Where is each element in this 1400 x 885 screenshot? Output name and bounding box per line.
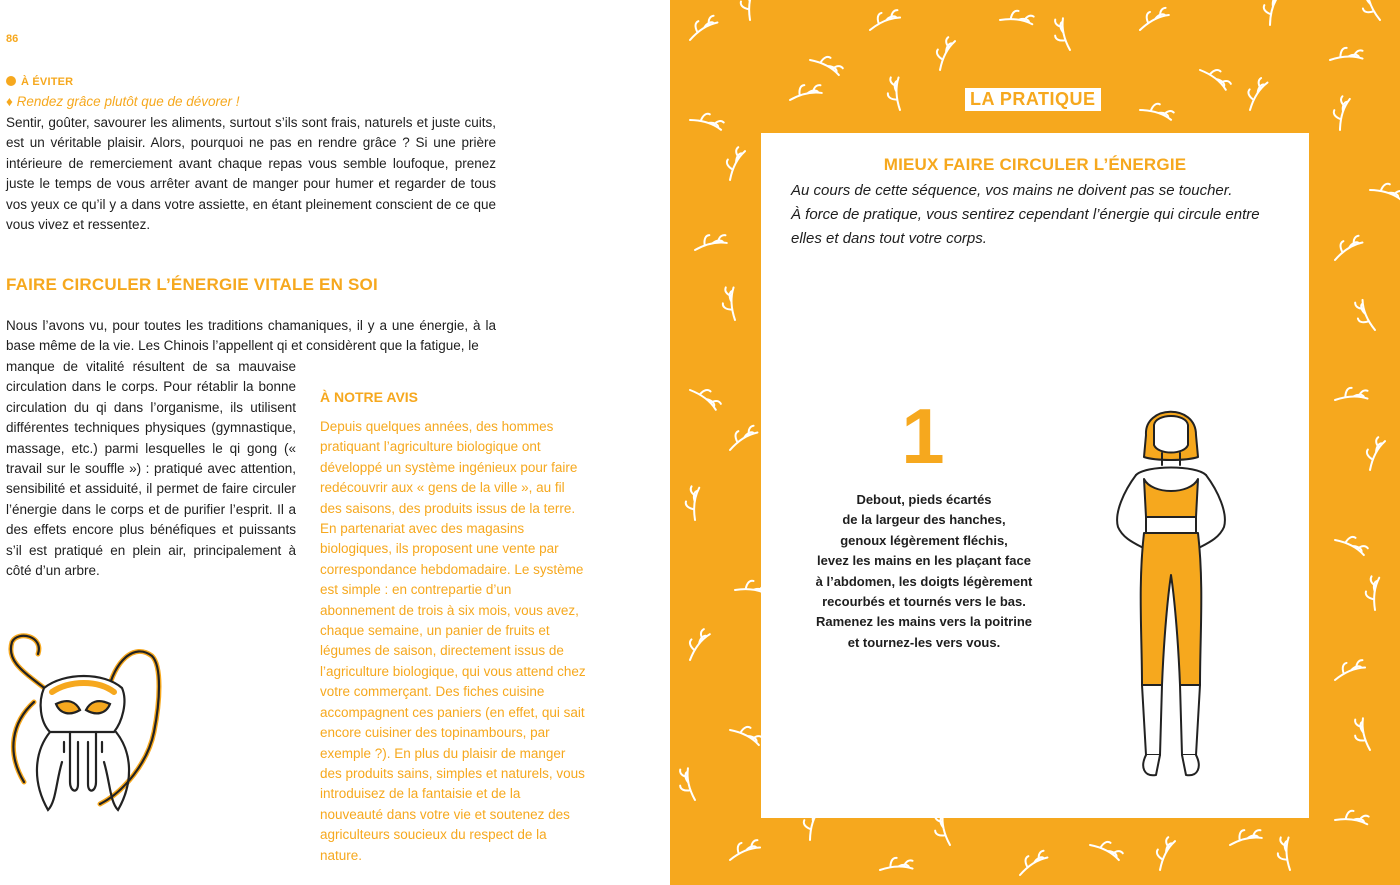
avoid-subheading: ♦ Rendez grâce plutôt que de dévorer !	[6, 94, 240, 109]
step-number: 1	[901, 392, 945, 480]
step-line: à l’abdomen, les doigts légèrement	[815, 573, 1033, 589]
shaman-mask-illustration	[4, 632, 164, 822]
step-line: Debout, pieds écartés	[856, 492, 992, 507]
left-page	[0, 0, 670, 885]
step-instructions	[801, 490, 1047, 653]
section-title: FAIRE CIRCULER L’ÉNERGIE VITALE EN SOI	[6, 275, 378, 294]
opinion-text: Depuis quelques années, des hommes pratiquant l’agriculture biologique ont développé un système ingénieux pour faire redécouvrir aux « gens de la ville », au fil des saisons, des produits issus de la terre. En partenariat avec des magasins biologiques, ils proposent une vente par correspondance hebdomadaire. Le système est simple : en contrepartie d’un abonnement de trois à six mois, vous avez, chaque semaine, un panier de fruits et légumes de saison, directement issus de l’agriculture biologique, qui vous attend chez votre commerçant. Des fiches cuisine accompagnent ces paniers (en effet, qui sait encore cuisiner des topinambours, par exemple ?). En plus du plaisir de manger des produits sains, simples et naturels, vous introduisez de la fantaisie et de la nouveauté dans votre vie et soutenez des agriculteurs soucieux du respect de la nature.	[320, 419, 586, 863]
step-line: recourbés et tournés vers le bas.	[822, 594, 1026, 610]
circle-bullet-icon	[6, 76, 16, 86]
page-number: 86	[6, 33, 19, 45]
step-line: de la largeur des hanches,	[842, 512, 1006, 528]
step-line: Ramenez les mains vers la poitrine	[815, 614, 1033, 630]
practice-intro-line-2: À force de pratique, vous sentirez cependant l’énergie qui circule entre elles et dans tout votre corps.	[791, 206, 1260, 247]
section-paragraph-rest: manque de vitalité résultent de sa mauvaise circulation dans le corps. Pour rétablir la bonne circulation du qi dans l’organisme, ils utilisent différentes techniques physiques (gymnastique, massage, etc.) parmi lesquelles le qi gong (« travail sur le souffle ») : pratiqué avec attention, sensibilité et assiduité, il permet de faire circuler l’énergie dans le corps et de purifier l’esprit. Il a des effets encore plus bénéfiques et puissants s’il est pratiqué en plein air, principalement à côté d’un arbre.	[6, 359, 296, 579]
avoid-heading	[6, 76, 73, 88]
avoid-text: Sentir, goûter, savourer les aliments, surtout s’ils sont frais, naturels et juste cuits, est un véritable plaisir. Alors, pourquoi ne pas en rendre grâce ? Si une prière intérieure de remerciement avant chaque repas vous semble loufoque, prenez juste le temps de vous arrêter avant de manger pour humer et regarder de tous vos yeux ce qu’il y a dans votre assiette, en étant pleinement conscient de ce que vous vivez et ressentez.	[6, 115, 496, 233]
step-line: genoux légèrement fléchis,	[840, 532, 1008, 548]
opinion-title: À NOTRE AVIS	[320, 389, 419, 405]
practice-title: MIEUX FAIRE CIRCULER L’ÉNERGIE	[883, 155, 1187, 174]
section-paragraph-intro: Nous l’avons vu, pour toutes les traditions chamaniques, il y a une énergie, à la base même de la vie. Les Chinois l’appellent qi et considèrent que la fatigue, le	[6, 318, 496, 354]
practice-badge: LA PRATIQUE	[965, 88, 1101, 111]
practice-intro-line-1: Au cours de cette séquence, vos mains ne doivent pas se toucher.	[791, 182, 1233, 199]
step-line: levez les mains en les plaçant face	[817, 553, 1031, 569]
woman-figure-illustration	[1096, 395, 1246, 795]
practice-intro	[791, 179, 1291, 251]
step-line: et tournez-les vers vous.	[847, 634, 1001, 650]
practice-panel	[761, 133, 1309, 818]
avoid-heading-text: À ÉVITER	[21, 76, 74, 88]
